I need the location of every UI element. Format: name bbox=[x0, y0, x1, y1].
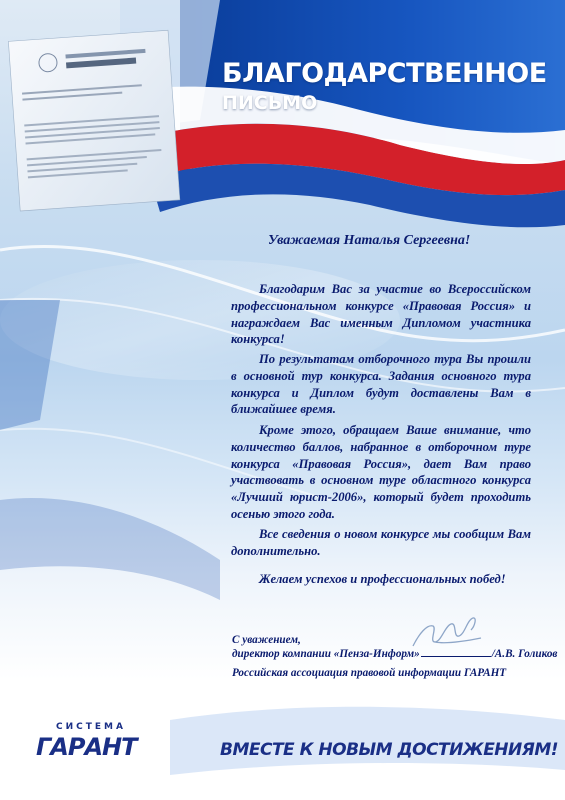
signature-line bbox=[421, 656, 491, 657]
signer-position: директор компании «Пенза-Информ» bbox=[232, 648, 420, 660]
signer-line bbox=[232, 647, 557, 661]
paragraph-2: По результатам отборочного тура Вы прошли в основной тур конкурса. Задания основного тура конкурса и Диплом будут доставлены Вам в ближайшее время. bbox=[231, 352, 531, 417]
slogan: ВМЕСТЕ К НОВЫМ ДОСТИЖЕНИЯМ! bbox=[220, 740, 559, 760]
handwritten-signature bbox=[405, 612, 485, 654]
organization: Российская ассоциация правовой информации ГАРАНТ bbox=[232, 667, 507, 679]
paragraph-1: Благодарим Вас за участие во Всероссийском профессиональном конкурсе «Правовая Россия» и награждаем Вас именным Дипломом участника конкурса! bbox=[231, 282, 531, 347]
paragraph-4: Все сведения о новом конкурсе мы сообщим Вам дополнительно. bbox=[231, 527, 531, 558]
signer-name: /А.В. Голиков bbox=[491, 648, 558, 660]
greeting: Уважаемая Наталья Сергеевна! bbox=[268, 233, 471, 248]
title-line2: ПИСЬМО bbox=[222, 92, 318, 114]
paragraph-3: Кроме этого, обращаем Ваше внимание, что количество баллов, набранное в отборочном туре конкурса «Правовая Россия», дает Вам право участвовать в основном туре областного конкурса «Лучший юрист-2006», который будет проходить осенью этого года. bbox=[231, 423, 531, 521]
garant-logo: ГАРАНТ bbox=[36, 733, 137, 761]
logo-caption: СИСТЕМА bbox=[56, 722, 126, 732]
title-line1: БЛАГОДАРСТВЕННОЕ bbox=[222, 58, 547, 89]
paragraph-5: Желаем успехов и профессиональных побед! bbox=[259, 572, 506, 586]
closing: С уважением, bbox=[232, 634, 301, 646]
